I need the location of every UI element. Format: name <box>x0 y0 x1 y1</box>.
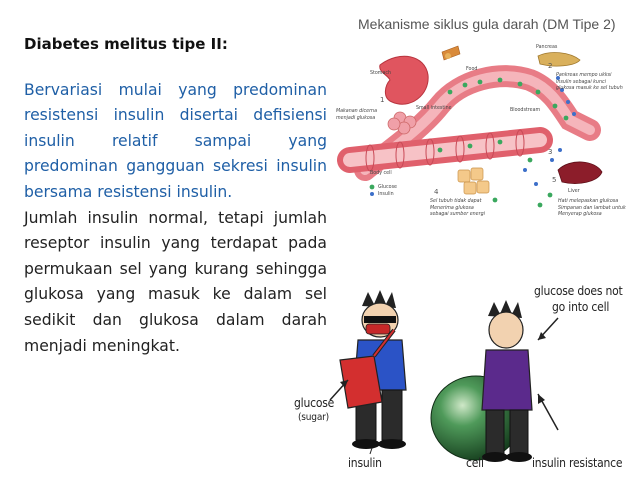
cartoon-label-sugar: (sugar) <box>298 412 329 423</box>
note-liver-line-3: Menyerap glukosa <box>558 211 602 217</box>
note-pancreas <box>556 72 623 92</box>
note-body-cell <box>430 198 485 218</box>
note-cell-line-2: Menerima glukosa <box>430 204 474 211</box>
paragraph-receptor-description: Jumlah insulin normal, tetapi jumlah reseptor insulin yang terdapat pada permukaan sel yang kurang sehingga glukosa yang masuk ke dalam sel sedikit dan glukosa dalam darah menjadi meningkat. <box>24 208 327 355</box>
note-pancreas-line-3: glukosa masuk ke sel tubuh <box>556 85 623 91</box>
stomach-shape <box>380 56 428 104</box>
label-insulin: Insulin <box>378 191 394 197</box>
legend-glucose-marker <box>370 185 375 190</box>
note-cell-line-3: sebagai sumber energi <box>430 211 485 217</box>
cartoon-label-glucose: glucose <box>294 396 335 410</box>
step-number-4: 4 <box>434 188 439 196</box>
text-column <box>24 32 327 359</box>
body-cell-cluster <box>458 168 489 194</box>
cartoon-label-insulin: insulin <box>348 456 382 470</box>
note-stomach-line-1: Makanan dicerna <box>336 108 377 114</box>
label-liver: Liver <box>568 188 580 194</box>
label-arrow-insulin <box>370 448 372 454</box>
liver-shape <box>558 162 602 184</box>
legend-insulin-marker <box>370 192 374 196</box>
label-stomach: Stomach <box>370 70 392 76</box>
label-bloodstream: Bloodstream <box>510 107 541 113</box>
step-number-1: 1 <box>380 96 385 104</box>
label-small-intestine: Small intestine <box>416 105 452 111</box>
label-food: Food <box>466 66 478 72</box>
blood-vessel-lower-inner <box>350 140 540 160</box>
note-cell-line-1: Sel tubuh tidak dapat <box>430 198 482 204</box>
cartoon-caption-line-1: glucose does not <box>534 284 623 298</box>
cartoon-label-insulin-resistance: insulin resistance <box>532 456 623 470</box>
note-liver-line-2: Simpanan dan lambat untuk <box>558 204 626 211</box>
paragraph-resistance-description: Bervariasi mulai yang predominan resistensi insulin disertai defisiensi insulin relatif sampai yang predominan gangguan sekresi insulin bersama resistensi insulin. <box>24 80 327 201</box>
cartoon-label-cell: cell <box>466 456 484 470</box>
note-liver <box>558 198 626 218</box>
cartoon-caption-line-2: go into cell <box>552 300 610 314</box>
pancreas-shape <box>538 53 580 67</box>
step-number-3: 3 <box>548 148 553 156</box>
step-number-5: 5 <box>552 176 557 184</box>
label-body-cell: Body cell <box>370 170 392 176</box>
slide-heading: Diabetes melitus tipe II: <box>24 35 228 53</box>
label-pancreas: Pancreas <box>536 44 558 50</box>
note-pancreas-line-2: insulin sebagai kunci <box>556 78 606 85</box>
arrow-resistance-head <box>538 394 545 404</box>
note-stomach <box>336 108 377 121</box>
note-pancreas-line-1: Pankreas mempo ukksi <box>556 72 612 78</box>
blood-sugar-cycle-diagram <box>330 10 630 230</box>
insulin-resistance-cartoon <box>290 270 638 479</box>
note-liver-line-1: Hati melepaskan glukosa <box>558 198 619 204</box>
food-icon <box>442 46 460 60</box>
diagram-title: Mekanisme siklus gula darah (DM Tipe 2) <box>358 16 616 32</box>
note-stomach-line-2: menjadi glukosa <box>336 114 376 121</box>
step-number-2: 2 <box>548 62 553 70</box>
label-glucose: Glucose <box>378 184 397 190</box>
